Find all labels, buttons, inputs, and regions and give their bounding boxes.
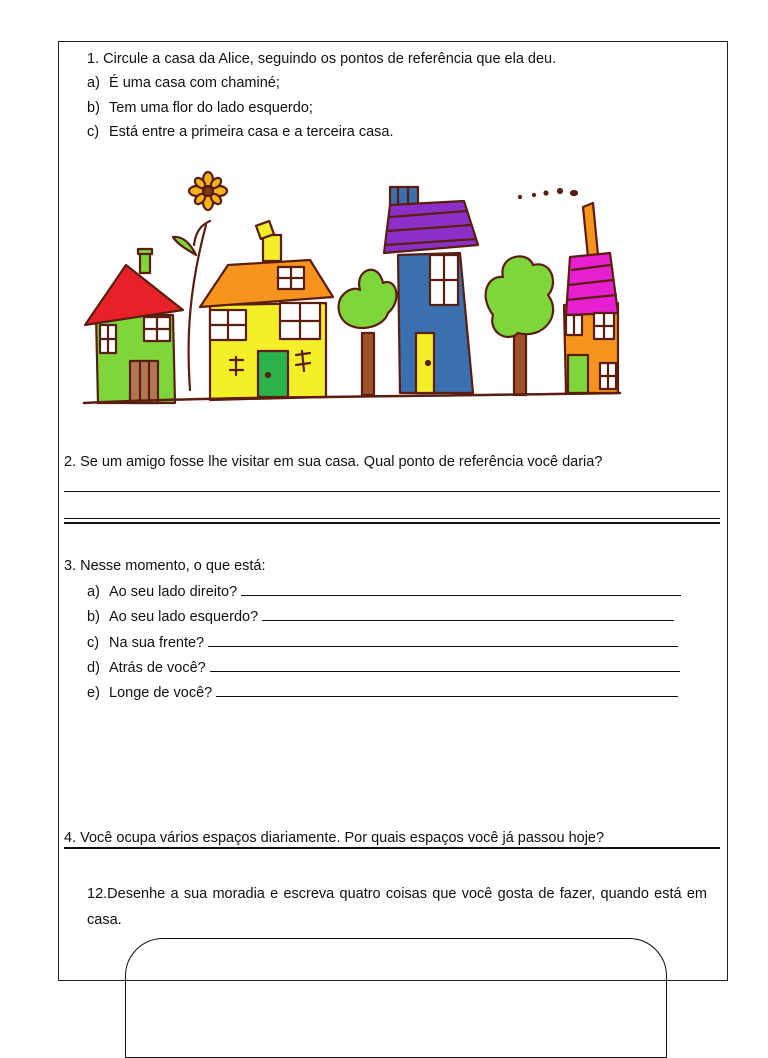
question-3-item-a (87, 581, 681, 601)
item-text: Na sua frente? (109, 635, 205, 651)
drawing-area[interactable] (125, 938, 667, 1058)
answer-line[interactable] (64, 518, 720, 519)
question-1-item-b (87, 99, 313, 117)
question-12 (87, 881, 707, 933)
item-marker: c) (87, 124, 100, 140)
item-text: Está entre a primeira casa e a terceira casa. (109, 124, 394, 140)
question-1-title: 1. Circule a casa da Alice, seguindo os pontos de referência que ela deu. (87, 51, 557, 67)
item-marker: b) (87, 100, 100, 116)
item-marker: a) (87, 75, 100, 91)
item-marker: b) (87, 609, 100, 625)
item-marker: d) (87, 660, 100, 676)
item-text: Ao seu lado esquerdo? (109, 609, 259, 625)
answer-line[interactable] (64, 522, 720, 524)
houses-illustration-icon (78, 165, 628, 415)
item-marker: c) (87, 635, 100, 651)
item-text: Tem uma flor do lado esquerdo; (109, 100, 313, 116)
answer-line[interactable] (64, 847, 720, 849)
item-text: É uma casa com chaminé; (109, 75, 280, 91)
answer-blank[interactable] (210, 657, 680, 672)
item-marker: e) (87, 685, 100, 701)
question-3-item-c (87, 632, 678, 652)
question-4-title: 4. Você ocupa vários espaços diariamente. Por quais espaços você já passou hoje? (64, 830, 605, 846)
answer-blank[interactable] (262, 606, 674, 621)
question-3-item-e (87, 682, 678, 702)
question-12-text: Desenhe a sua moradia e escreva quatro coisas que você gosta de fazer, quando está em casa. (87, 886, 707, 928)
answer-blank[interactable] (208, 632, 678, 647)
question-3-title: 3. Nesse momento, o que está: (64, 558, 266, 574)
item-text: Atrás de você? (109, 660, 206, 676)
question-3-item-b (87, 606, 674, 626)
question-1-item-a (87, 74, 280, 92)
question-1-item-c (87, 123, 394, 141)
answer-blank[interactable] (241, 581, 681, 596)
item-marker: a) (87, 584, 100, 600)
question-12-number: 12. (87, 886, 108, 902)
item-text: Longe de você? (109, 685, 213, 701)
answer-blank[interactable] (216, 682, 678, 697)
question-3-item-d (87, 657, 680, 677)
item-text: Ao seu lado direito? (109, 584, 238, 600)
question-2-title: 2. Se um amigo fosse lhe visitar em sua casa. Qual ponto de referência você daria? (64, 454, 603, 470)
answer-line[interactable] (64, 491, 720, 492)
